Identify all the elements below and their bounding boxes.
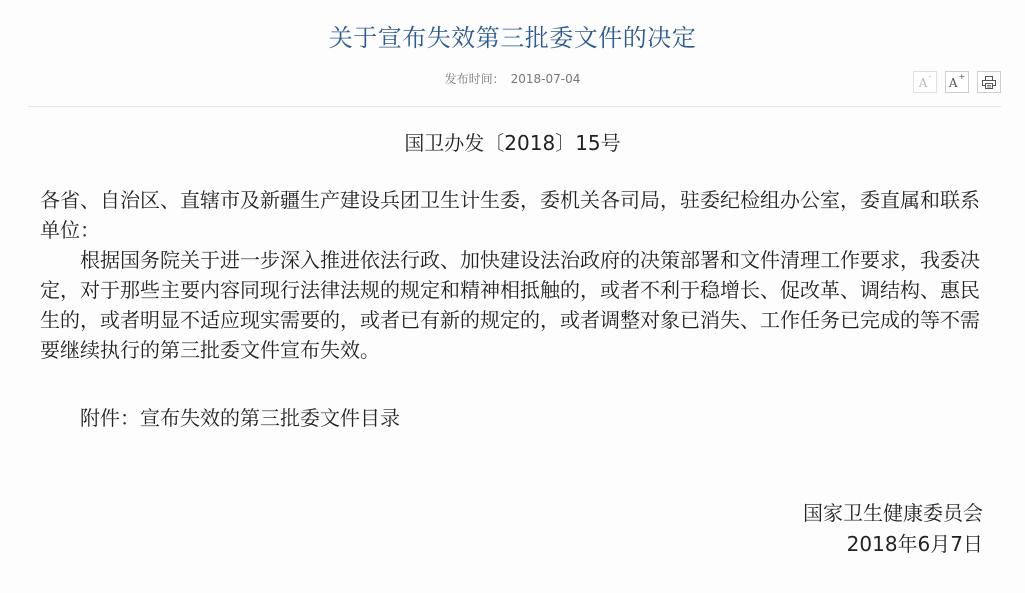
font-increase-button[interactable] [945,71,969,93]
header-divider [28,106,1001,107]
font-decrease-icon: A- [918,71,932,90]
document-number: 国卫办发〔2018〕15号 [404,131,621,155]
signature-date: 2018年6月7日 [846,532,983,556]
publish-label: 发布时间： [444,72,505,86]
printer-icon [982,76,996,89]
signature-org: 国家卫生健康委员会 [803,501,983,525]
publish-date: 2018-07-04 [510,72,581,86]
page-title: 关于宣布失效第三批委文件的决定 [328,24,697,52]
publish-meta [0,70,1025,87]
print-button[interactable] [977,71,1001,93]
font-decrease-button[interactable] [913,71,937,93]
font-increase-icon: A+ [948,71,966,90]
body-paragraph: 根据国务院关于进一步深入推进依法行政、加快建设法治政府的决策部署和文件清理工作要求，我委决定，对于那些主要内容同现行法律法规的规定和精神相抵触的，或者不利于稳增长、促改革、调结构、惠民生的，或者明显不适应现实需要的，或者已有新的规定的，或者调整对象已消失、工作任务已完成的等不需要继续执行的第三批委文件宣布失效。 [40,248,980,362]
text-toolbar [913,71,1001,93]
addressee: 各省、自治区、直辖市及新疆生产建设兵团卫生计生委，委机关各司局，驻委纪检组办公室，委直属和联系单位： [40,188,980,242]
attachment-link[interactable]: 附件：宣布失效的第三批委文件目录 [80,406,400,430]
